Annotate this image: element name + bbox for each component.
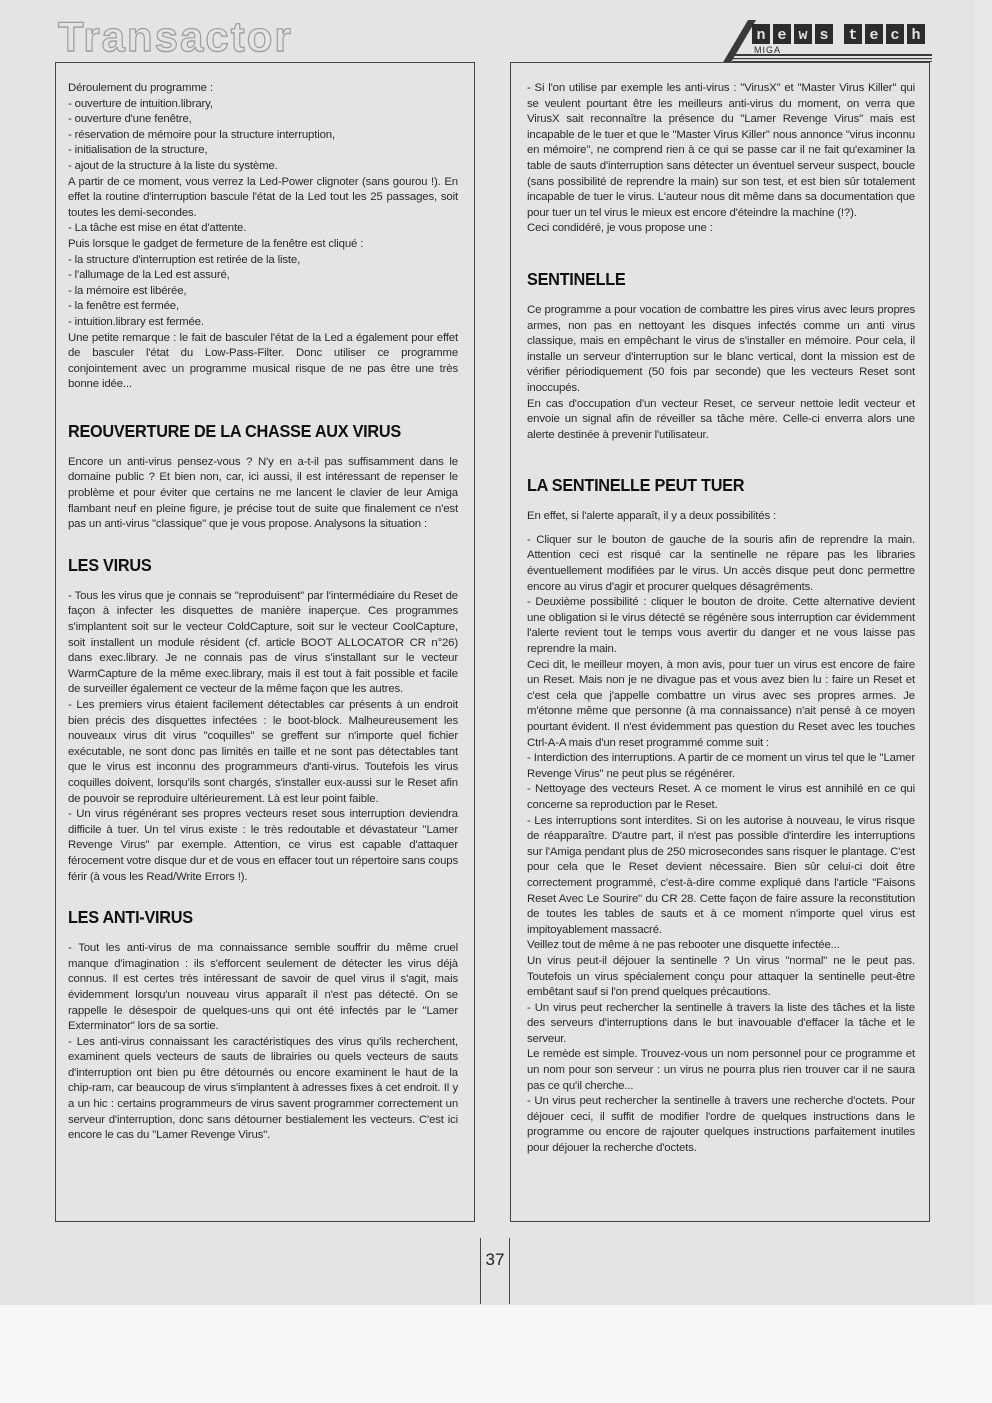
paragraph: - ajout de la structure à la liste du système. <box>68 159 278 172</box>
paragraph: Ceci condidéré, je vous propose une : <box>527 222 713 235</box>
logo-letter: e <box>869 27 879 44</box>
section-heading: LA SENTINELLE PEUT TUER <box>527 475 745 496</box>
paragraph: Puis lorsque le gadget de fermeture de la fenêtre est cliqué : <box>68 237 364 250</box>
section-rubric: Transactor <box>58 13 293 60</box>
paragraph: - Si l'on utilise par exemple les anti-virus : "VirusX" et "Master Virus Killer" qui se veulent pourtant être les meilleurs anti-virus du moment, on verra que VirusX sait reconnaître la présence du "Lamer Revenge Virus" mais est incapable de le tuer et que le "Master Virus Killer" nous annonce "virus inconnu en mémoire", ne comprend rien à ce qui se passe car il ne fait qu'examiner la table de sauts d'interruption sans détecter un éventuel serveur suspect, boucle (sans possibilité de reprendre la main) sur son test, et est bien sûr totalement incapable de tuer le virus. L'auteur nous dit même dans sa documentation que pour tuer un tel virus le mieux est encore d'éteindre la machine (!?). <box>527 82 915 219</box>
section-heading: SENTINELLE <box>527 268 626 289</box>
logo-letter: e <box>777 27 787 44</box>
logo-brand: MIGA <box>754 45 782 55</box>
paragraph: - Deuxième possibilité : cliquer le bouton de droite. Cette alternative devient une obligation si le virus détecté se régénère sous interruption car évidemment l'alerte revient tout le temps vous avertir du danger et ne vous laisse pas reprendre la main. <box>527 596 915 656</box>
paragraph: - Nettoyage des vecteurs Reset. A ce moment le virus est annihilé en ce qui concerne sa reproduction par le Reset. <box>527 783 915 811</box>
page-margin <box>0 1305 992 1403</box>
paragraph: En effet, si l'alerte apparaît, il y a deux possibilités : <box>527 510 777 523</box>
page-number: 37 <box>480 1238 510 1304</box>
paragraph: - la structure d'interruption est retirée de la liste, <box>68 253 301 266</box>
logo-letter: w <box>798 27 808 44</box>
logo-letter: h <box>911 27 921 44</box>
paragraph: - ouverture de intuition.library, <box>68 97 213 110</box>
logo-letter: n <box>756 27 766 44</box>
paragraph: Un virus peut-il déjouer la sentinelle ? Un virus "normal" ne le peut pas. Toutefois un virus spécialement conçu pour attaquer la sentinelle peut-être embêtant sauf si l'on prend quelques précautions. <box>527 954 915 999</box>
paragraph: - Interdiction des interruptions. A partir de ce moment un virus tel que le "Lamer Revenge Virus" ne peut plus se régénérer. <box>527 752 915 780</box>
logo-letter: t <box>848 27 858 44</box>
paragraph: - intuition.library est fermée. <box>68 315 204 328</box>
paragraph: Veillez tout de même à ne pas rebooter une disquette infectée... <box>527 939 840 952</box>
paragraph: Ceci dit, le meilleur moyen, à mon avis, pour tuer un virus est encore de faire un Reset. Mais non je ne divague pas et vous avez bien lu : faire un Reset et c'est cela que j'appelle combattre un virus avec ses propres armes. Je m'étonne même que personne (à ma connaissance) n'ait pensé à ce moyen pourtant évident. Il n'est évidemment pas question du Reset avec les touches Ctrl-A-A mais d'un reset programmé comme suit : <box>527 658 915 749</box>
section-heading: REOUVERTURE DE LA CHASSE AUX VIRUS <box>68 420 401 441</box>
paragraph: Encore un anti-virus pensez-vous ? N'y en a-t-il pas suffisamment dans le domaine public ? Et bien non, car, ici aussi, il est intéressant de repenser le problème et pour éviter que certains ne me lancent le clavier de leur Amiga flambant neuf en pleine figure, je précise tout de suite que finalement ce n'est pas un anti-virus "classique" que je vous propose. Analysons la situation : <box>68 455 458 531</box>
paragraph: Une petite remarque : le fait de basculer l'état de la Led a également pour effet de basculer l'état du Low-Pass-Filter. Donc utiliser ce programme conjointement avec un programme musical risque de ne pas être une très bonne idée... <box>68 331 458 391</box>
paragraph: - Cliquer sur le bouton de gauche de la souris afin de reprendre la main. Attention ceci est risqué car la sentinelle ne répare pas les libraries éventuellement modifiées par le virus. Un accès disque peut donc permettre encore au virus d'agir et procurer quelques désagréments. <box>527 533 915 593</box>
paragraph: - Un virus peut rechercher la sentinelle à travers la liste des tâches et la liste des serveurs d'interruptions dans le but inavouable d'effacer la tâche et le serveur. <box>527 1001 915 1045</box>
left-column <box>55 62 475 1222</box>
right-column <box>510 62 930 1222</box>
news-tech-logo <box>722 18 932 66</box>
paragraph: - Tous les virus que je connais se "reproduisent" par l'intermédiaire du Reset de façon à infecter les disquettes de manière inaperçue. Ces programmes s'implantent soit sur le vecteur ColdCapture, soit sur le vecteur CoolCapture, soit installent un module résident (cf. article BOOT ALLOCATOR CR n°26) dans exec.library. Je ne connais pas de virus s'installant sur le vecteur WarmCapture de la même exec.library, mais il est tout à fait possible et facile de surveiller également ce vecteur de la même façon que les autres. <box>68 589 458 696</box>
paragraph: - Les anti-virus connaissant les caractéristiques des virus qu'ils recherchent, examinent quels vecteurs de sauts de librairies ou quels vecteurs de sauts d'interruption ont bien pu être détournés ou encore examinent le haut de la chip-ram, car beaucoup de virus s'implantent à adresses fixes à cet endroit. Il y a un hic : certains programmeurs de virus savent programmer correctement un serveur d'interruption, donc sans détourner bestialement les vecteurs. C'est ici encore le cas du "Lamer Revenge Virus". <box>68 1035 458 1142</box>
paragraph: Déroulement du programme : <box>68 82 213 94</box>
paragraph: - initialisation de la structure, <box>68 144 208 157</box>
logo-letter: c <box>890 27 900 44</box>
paragraph: - la mémoire est libérée, <box>68 284 187 297</box>
logo-letter: s <box>819 27 829 44</box>
paragraph: - l'allumage de la Led est assuré, <box>68 269 230 282</box>
paragraph: - Un virus régénérant ses propres vecteurs reset sous interruption deviendra difficile à tuer. Un tel virus existe : le très redoutable et dévastateur "Lamer Revenge Virus" par exemple. Attention, ce virus est capable d'attaquer férocement votre disque dur et de vous en effacer tout un répertoire sans coups férir (à vous les Read/Write Errors !). <box>68 808 459 883</box>
paragraph: - Les premiers virus étaient facilement détectables car présents à un endroit bien précis des disquettes infectées : le boot-block. Malheureusement les nouveaux virus dit virus "coquilles" se greffent sur n'importe quel fichier exécutable, ne sont donc pas limités en taille et ne sont pas détectables tant que le virus est inconnu des programmeurs d'anti-virus. Toutefois les virus coquilles doivent, lorsqu'ils sont chargés, s'installer eux-aussi sur le Reset afin de pouvoir se reproduire ultérieurement. Là est leur point faible. <box>68 699 458 805</box>
paragraph: - La tâche est mise en état d'attente. <box>68 222 247 235</box>
paragraph: - Tout les anti-virus de ma connaissance semble souffrir du même cruel manque d'imagination : ils s'efforcent seulement de détecter les virus déjà connus. Il est certes très intéressant de savoir de quel virus il s'agit, mais évidemment lorsqu'un nouveau virus apparaît il n'est pas détecté. On se rappelle le désespoir de quelques-uns qui ont été infectés par le "Lamer Exterminator" lors de sa sortie. <box>68 942 458 1033</box>
paragraph: A partir de ce moment, vous verrez la Led-Power clignoter (sans gourou !). En effet la routine d'interruption bascule l'état de la Led tout les 25 passages, soit toutes les demi-secondes. <box>68 175 458 219</box>
paragraph: - ouverture d'une fenêtre, <box>68 113 192 126</box>
paragraph: Ce programme a pour vocation de combattre les pires virus avec leurs propres armes, non pas en nettoyant les disques infectés comme un anti virus classique, mais en empêchant le virus de s'installer en mémoire. Pour cela, il installe un serveur d'interruption sur le blanc vertical, dont la mission est de vérifier périodiquement (50 fois par seconde) que les vecteurs Reset sont inoccupés. <box>527 303 915 394</box>
section-heading: LES VIRUS <box>68 554 152 575</box>
paragraph: - réservation de mémoire pour la structure interruption, <box>68 128 335 141</box>
paragraph: - Les interruptions sont interdites. Si on les autorise à nouveau, le virus risque de réapparaître. D'autre part, il n'est pas possible d'interdire les interruptions sur l'Amiga pendant plus de 250 microsecondes sans risquer le plantage. C'est pour cela que le Reset devient nécessaire. Bien sûr celui-ci doit être correctement programmé, c'est-à-dire comme expliqué dans l'article "Faisons Reset Avec Le Sourire" du CR 28. Cette façon de faire assure la reconstitution de toutes les tables de sauts et à ce moment n'importe quel virus est impitoyablement massacré. <box>527 814 915 936</box>
section-heading: LES ANTI-VIRUS <box>68 907 193 928</box>
paragraph: En cas d'occupation d'un vecteur Reset, ce serveur nettoie ledit vecteur et envoie un signal afin de réveiller sa tâche mère. Celle-ci enverra alors une alerte destinée à prevenir l'utilisateur. <box>527 397 915 441</box>
paragraph: Le remède est simple. Trouvez-vous un nom personnel pour ce programme et un nom pour son serveur : un virus ne pourra plus rien trouver car il ne saura pas ce qu'il cherche... <box>527 1048 915 1092</box>
paragraph: - la fenêtre est fermée, <box>68 300 179 313</box>
paragraph: - Un virus peut rechercher la sentinelle à travers une recherche d'octets. Pour déjouer ceci, il suffit de modifier l'ordre de quelques instructions dans le programme ou encore de rajouter quelques instructions parfaitement inutiles pour déjouer la recherche d'octets. <box>527 1095 915 1155</box>
